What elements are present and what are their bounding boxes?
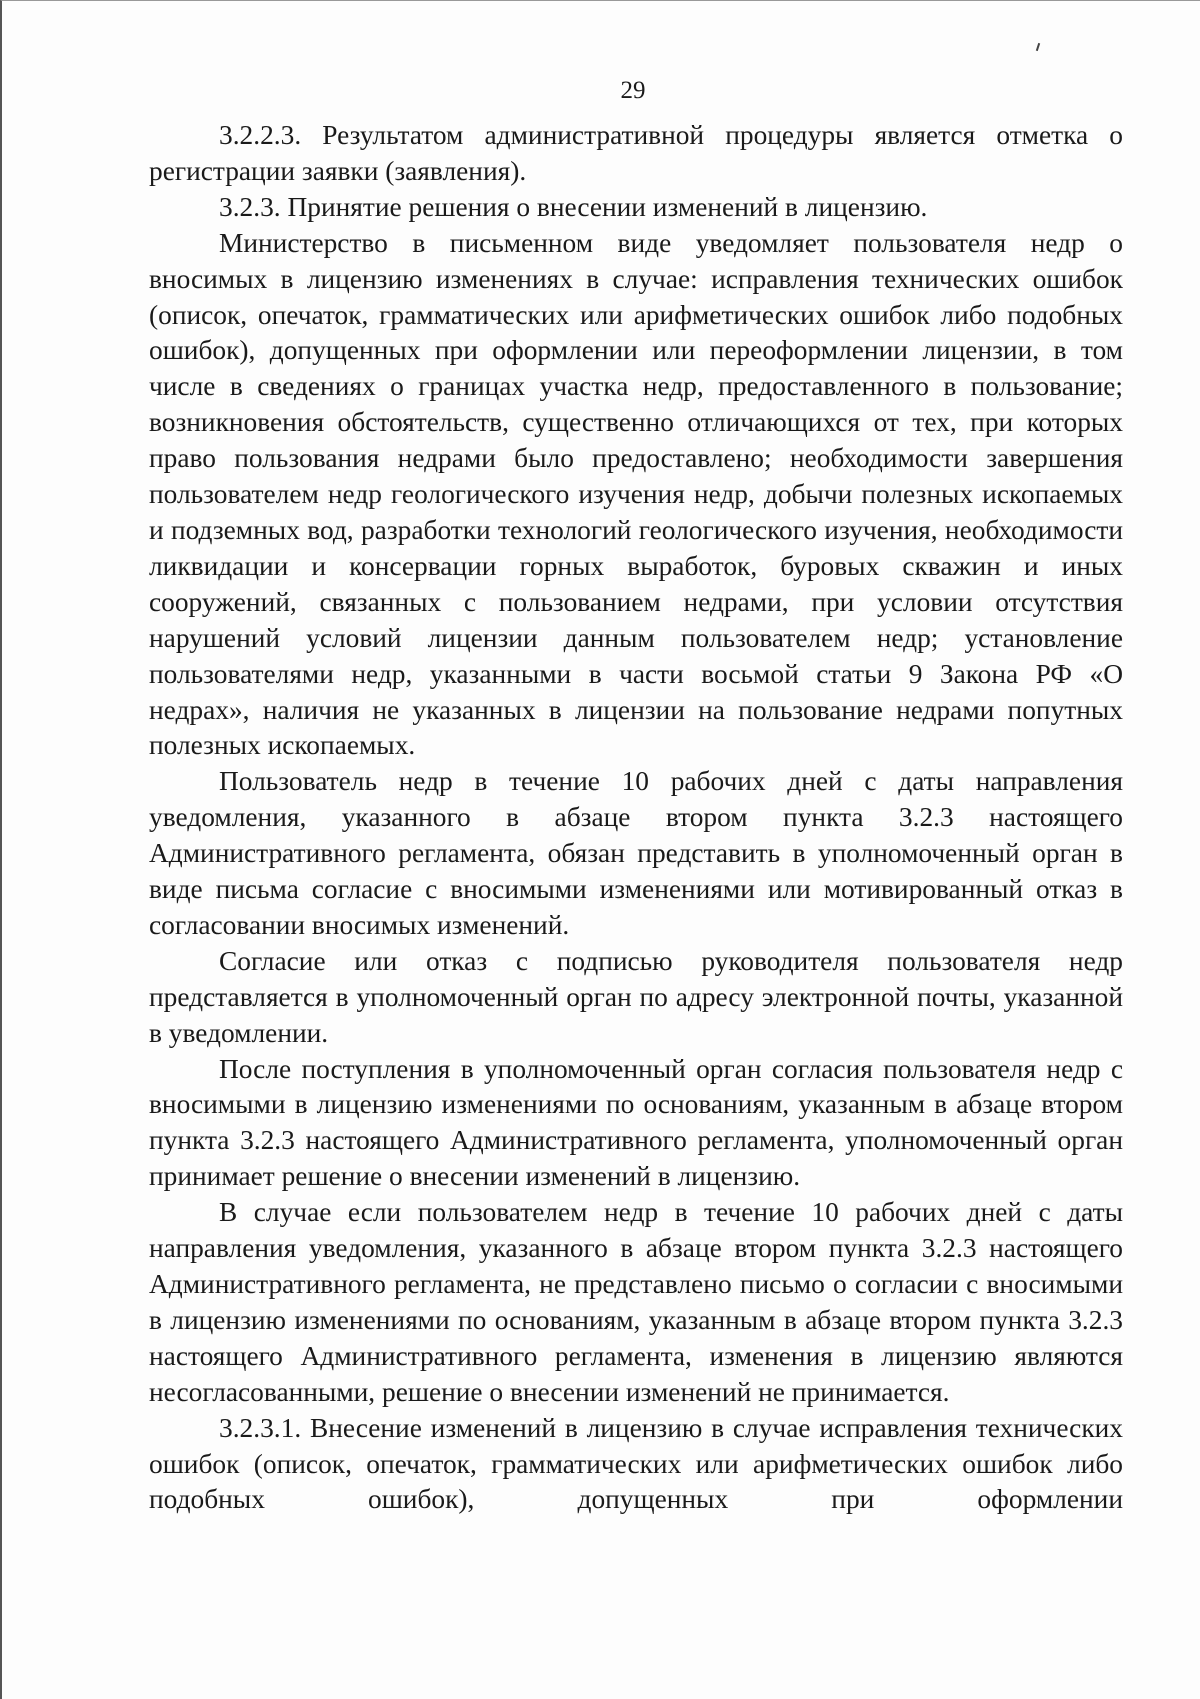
paragraph-3-2-3-heading: 3.2.3. Принятие решения о внесении изменений в лицензию. — [219, 191, 928, 222]
document-body — [149, 118, 1123, 1518]
page-number: 29 — [620, 77, 646, 104]
paragraph-decision-after-consent: После поступления в уполномоченный орган согласия пользователя недр с вносимыми в лицензию изменениями по основаниям, указанным в абзаце втором пункта 3.2.3 настоящего Административного регламента, уполномоченный орган принимает решение о внесении изменений в лицензию. — [149, 1053, 1123, 1192]
paragraph-consent-submission: Согласие или отказ с подписью руководителя пользователя недр представляется в уполномоченный орган по адресу электронной почты, указанной в уведомлении. — [149, 945, 1123, 1048]
paragraph-no-consent: В случае если пользователем недр в течение 10 рабочих дней с даты направления уведомления, указанного в абзаце втором пункта 3.2.3 настоящего Административного регламента, не представлено письмо о согласии с вносимыми в лицензию изменениями по основаниям, указанным в абзаце втором пункта 3.2.3 настоящего Административного регламента, изменения в лицензию являются несогласованными, решение о внесении изменений не принимается. — [149, 1197, 1123, 1407]
paragraph-3-2-3-1: 3.2.3.1. Внесение изменений в лицензию в случае исправления технических ошибок (описок, опечаток, грамматических или арифметических ошибок либо подобных ошибок), допущенных при оформлении — [149, 1412, 1123, 1515]
paragraph-3-2-2-3: 3.2.2.3. Результатом административной процедуры является отметка о регистрации заявки (заявления). — [149, 120, 1123, 186]
scan-mark — [1036, 43, 1040, 51]
paragraph-user-response-deadline: Пользователь недр в течение 10 рабочих дней с даты направления уведомления, указанного в абзаце втором пункта 3.2.3 настоящего Административного регламента, обязан представить в уполномоченный орган в виде письма согласие с вносимыми изменениями или мотивированный отказ в согласовании вносимых изменений. — [149, 766, 1123, 940]
paragraph-ministry-notification: Министерство в письменном виде уведомляет пользователя недр о вносимых в лицензию изменениях в случае: исправления технических ошибок (описок, опечаток, грамматических или арифметических ошибок либо подобных ошибок), допущенных при оформлении или переоформлении лицензии, в том числе в сведениях о границах участка недр, предоставленного в пользование; возникновения обстоятельств, существенно отличающихся от тех, при которых право пользования недрами было предоставлено; необходимости завершения пользователем недр геологического изучения недр, добычи полезных ископаемых и подземных вод, разработки технологий геологического изучения, необходимости ликвидации и консервации горных выработок, буровых скважин и иных сооружений, связанных с пользованием недрами, при условии отсутствия нарушений условий лицензии данным пользователем недр; установление пользователями недр, указанными в части восьмой статьи 9 Закона РФ «О недрах», наличия не указанных в лицензии на пользование недрами попутных полезных ископаемых. — [149, 227, 1123, 761]
